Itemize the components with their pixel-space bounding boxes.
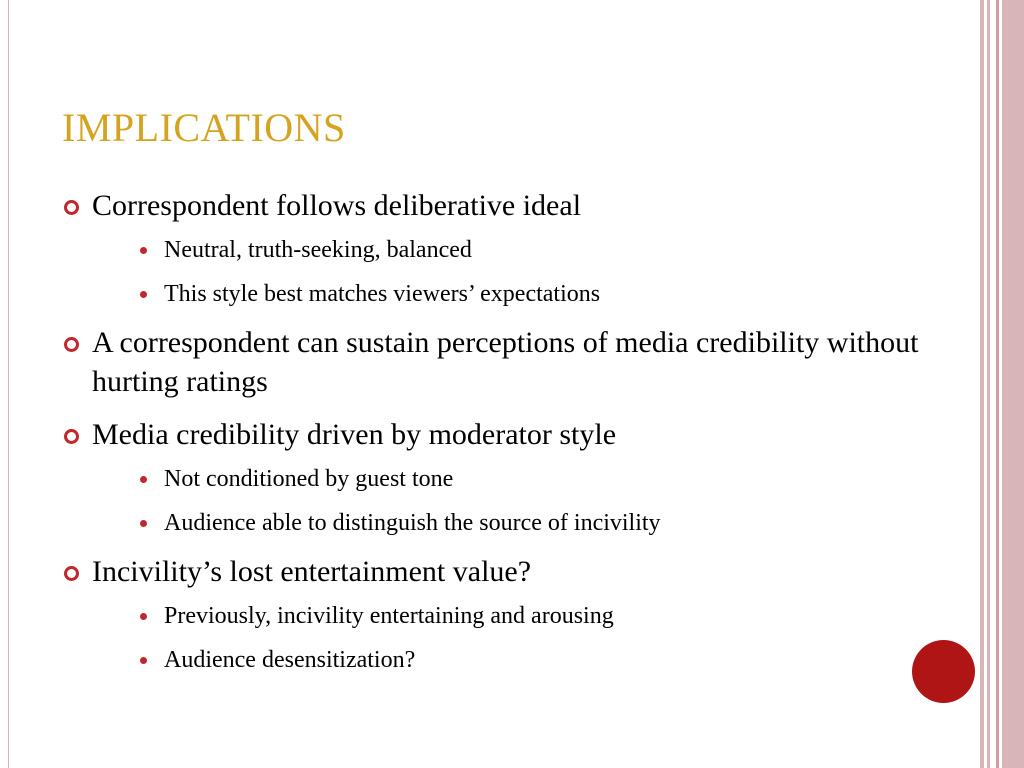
red-circle-decoration [912,640,975,703]
ring-bullet-icon [64,429,79,444]
left-border [0,0,9,768]
sub-bullet-text: Audience desensitization? [164,647,416,673]
sub-bullet-list [122,601,922,675]
bullet-list [62,186,922,689]
stripe [1002,0,1024,768]
bullet-text: Media credibility driven by moderator style [92,418,617,451]
bullet-item [62,186,922,309]
sub-bullet-item [92,464,922,494]
bullet-item [62,323,922,401]
dot-bullet-icon [140,613,147,620]
sub-bullet-item [92,279,922,309]
sub-bullet-list [122,235,922,309]
sub-bullet-text: Not conditioned by guest tone [164,466,454,492]
sub-bullet-item [92,508,922,538]
sub-bullet-text: Neutral, truth-seeking, balanced [164,237,472,263]
bullet-item [62,552,922,675]
sub-bullet-text: This style best matches viewers’ expectations [164,281,601,307]
dot-bullet-icon [140,657,147,664]
sub-bullet-item [92,235,922,265]
dot-bullet-icon [140,291,147,298]
sub-bullet-text: Previously, incivility entertaining and arousing [164,603,614,629]
sub-bullet-list [122,464,922,538]
dot-bullet-icon [140,520,147,527]
sub-bullet-item [92,645,922,675]
sub-bullet-text: Audience able to distinguish the source of incivility [164,510,661,536]
bullet-text: Correspondent follows deliberative ideal [92,189,582,222]
dot-bullet-icon [140,476,147,483]
ring-bullet-icon [64,337,79,352]
ring-bullet-icon [64,200,79,215]
sub-bullet-item [92,601,922,631]
slide-title: IMPLICATIONS [62,105,346,150]
ring-bullet-icon [64,566,79,581]
right-stripes-decoration [980,0,1024,768]
dot-bullet-icon [140,247,147,254]
bullet-text: A correspondent can sustain perceptions of media credibility without hurting ratings [92,326,919,398]
bullet-item [62,415,922,538]
bullet-text: Incivility’s lost entertainment value? [92,555,532,588]
